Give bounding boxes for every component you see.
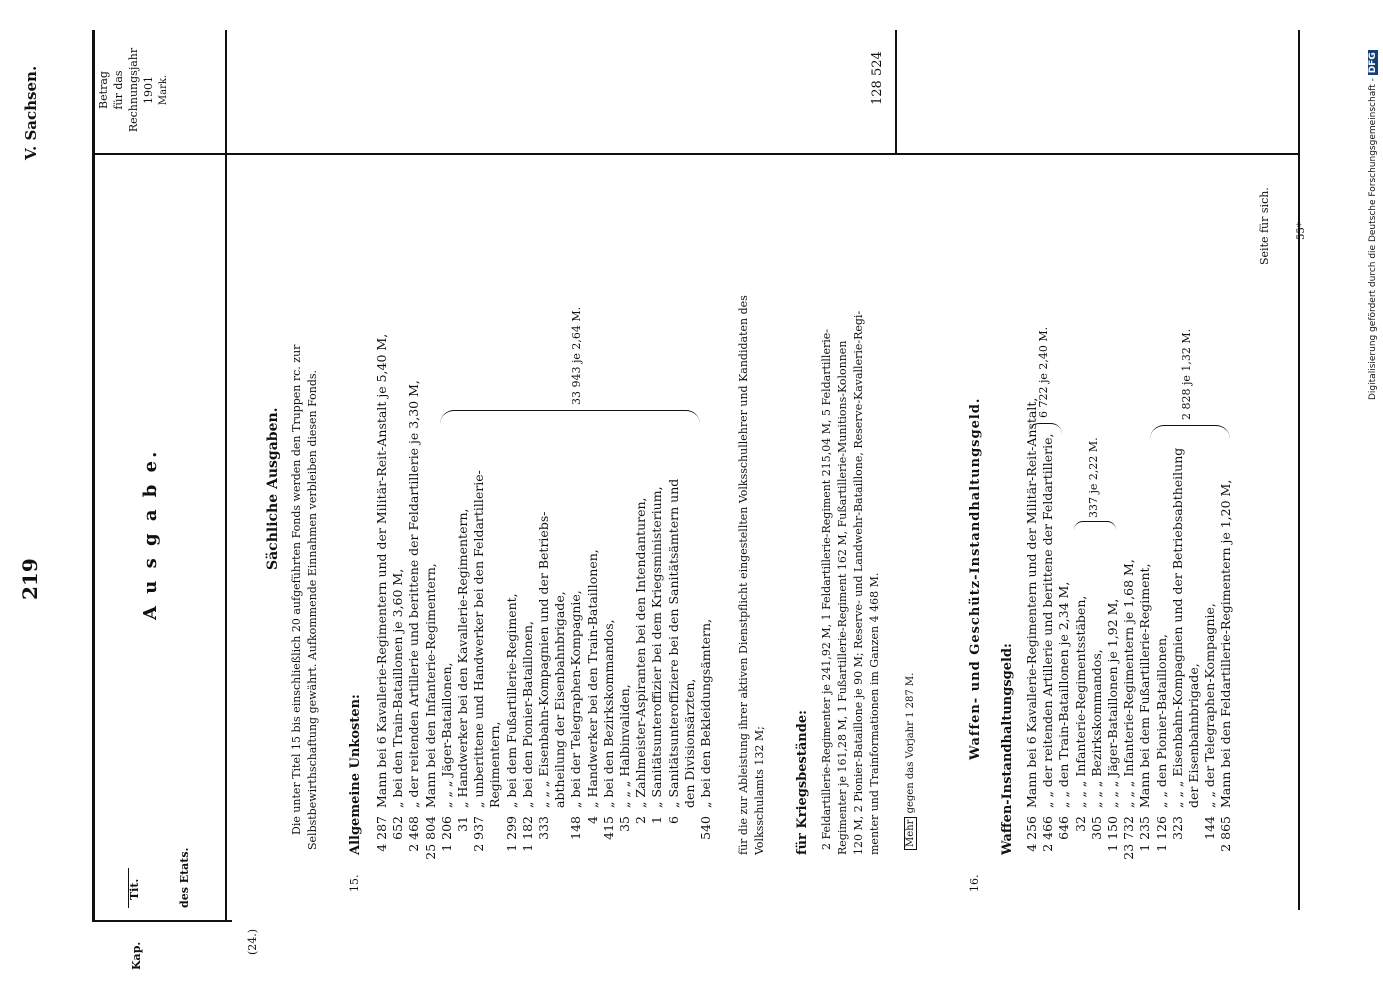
row-text: „ „ den Train-Bataillonen je 2,34 M, <box>1056 581 1072 808</box>
table-row <box>423 563 439 860</box>
kriegs-text-line: 2 Feldartillerie-Regimenter je 241,92 M, 1 Feldartillerie-Regiment 215,04 M, 5 Feldartillerie- <box>820 329 833 850</box>
table-row <box>617 684 633 860</box>
table-row <box>1218 480 1234 860</box>
row-count: 646 <box>1056 816 1072 840</box>
bottom-rule <box>1298 30 1300 910</box>
amount-header <box>96 40 171 140</box>
title-16-brace-label: 2 828 je 1,32 M. <box>1180 328 1193 420</box>
row-count: 4 287 <box>374 816 389 852</box>
kriegs-text-line: 120 M, 2 Pionier-Bataillone je 90 M; Reserve- und Landwehr-Bataillone, Reserve-Kavallerie-Regi- <box>852 310 865 855</box>
kap-number: (24.) <box>246 928 259 955</box>
row-text: „ der reitenden Artillerie und berittene der Feldartillerie je 3,30 M, <box>406 380 422 808</box>
title-15-extra-line: Volksschulamts 132 M; <box>753 726 766 855</box>
row-text: „ „ „ Jäger-Bataillonen je 1,92 M, <box>1105 598 1120 808</box>
row-text: „ Sanitätsunteroffizier bei dem Kriegsministerium, <box>649 486 665 808</box>
table-row <box>1202 603 1218 860</box>
mehr-note <box>905 673 916 850</box>
mehr-label: Mehr <box>904 817 917 850</box>
title-15-heading: Allgemeine Unkosten: <box>348 694 363 855</box>
amount-header-line: Betrag <box>97 71 110 109</box>
table-row <box>487 721 503 860</box>
row-count: 2 865 <box>1218 816 1234 852</box>
row-text: abtheilung der Eisenbahnbrigade, <box>552 591 568 808</box>
row-count: 2 937 <box>471 816 487 852</box>
row-text: „ „ „ Infanterie-Regimentern je 1,68 M, <box>1121 559 1137 808</box>
table-row <box>601 619 617 860</box>
row-count: 2 468 <box>406 816 422 852</box>
tit-header: Tit. <box>128 878 141 900</box>
page-number: 219 <box>18 558 42 600</box>
row-text: „ bei den Pionier-Bataillonen, <box>519 621 535 808</box>
row-count: 144 <box>1202 816 1218 840</box>
top-rule <box>92 30 95 920</box>
table-row <box>1073 596 1089 860</box>
table-row <box>1121 559 1137 860</box>
amount-header-line: 1901 <box>142 76 155 104</box>
row-text: „ bei der Telegraphen-Kompagnie, <box>568 590 584 808</box>
state-label: V. Sachsen. <box>22 65 40 160</box>
row-text: „ „ den Pionier-Bataillonen, <box>1153 633 1169 808</box>
table-row <box>439 662 455 860</box>
row-text: der Eisenbahnbrigade, <box>1186 663 1201 808</box>
digitization-credit <box>1368 50 1378 400</box>
row-count: 4 <box>584 816 600 824</box>
section-intro-line: Die unter Titel 15 bis einschließlich 20 aufgeführten Fonds werden den Truppen rc. zur <box>290 344 303 835</box>
row-count: 323 <box>1169 816 1185 840</box>
row-count: 2 <box>633 816 649 824</box>
row-count: 540 <box>698 816 713 840</box>
amount-column-rule <box>92 154 1298 156</box>
table-row <box>1154 634 1170 860</box>
row-text: Regimentern, <box>487 721 503 808</box>
table-row <box>649 486 665 860</box>
row-text: „ Sanitätsunteroffiziere bei den Sanitätsämtern und <box>665 478 681 808</box>
row-text: „ Handwerker bei den Train-Bataillonen, <box>584 549 600 808</box>
title-15-extra-line: für die zur Ableistung ihrer aktiven Dienstpflicht eingestellten Volksschullehrer und Kandidaten des <box>737 295 750 855</box>
row-count: 1 206 <box>438 816 454 852</box>
row-text: Mann bei dem Fußartillerie-Regiment, <box>1137 563 1153 808</box>
table-row <box>682 679 698 860</box>
column-header-rule <box>225 30 227 920</box>
section-intro-line: Selbstbewirthschaftung gewährt. Aufkommende Einnahmen verbleiben diesen Fonds. <box>306 369 319 850</box>
row-text: „ „ der reitenden Artillerie und berittene der Feldartillerie, <box>1040 433 1056 808</box>
table-row <box>504 593 520 860</box>
table-row <box>1024 398 1040 860</box>
title-15-brace-total: 33 943 je 2,64 M. <box>570 306 583 405</box>
table-row <box>552 591 568 860</box>
title-16-brace <box>1150 425 1230 440</box>
row-count: 333 <box>536 816 551 840</box>
title-15-number: 15. <box>348 874 361 892</box>
table-row <box>585 549 601 860</box>
table-row <box>520 621 536 860</box>
table-row <box>1040 433 1056 860</box>
row-text: „ „ der Telegraphen-Kompagnie, <box>1202 603 1218 808</box>
title-16-subheading: Waffen-Instandhaltungsgeld: <box>1000 643 1015 855</box>
row-text: „ „ „ Bezirkskommandos, <box>1088 649 1104 808</box>
table-row <box>536 512 552 860</box>
mehr-text: gegen das Vorjahr 1 287 M. <box>905 672 916 814</box>
row-count: 1 150 <box>1105 816 1120 852</box>
table-row <box>1137 563 1153 860</box>
amount-header-line: Rechnungsjahr <box>127 47 140 133</box>
des-etats-header: des Etats. <box>178 847 191 908</box>
row-text: „ bei den Bezirkskommandos, <box>600 619 616 808</box>
row-count: 148 <box>568 816 584 840</box>
title-16-brace-label: 6 722 je 2,40 M. <box>1037 326 1050 418</box>
row-count: 25 804 <box>422 816 438 860</box>
digitization-text: Digitalisierung gefördert durch die Deutsche Forschungsgemeinschaft - <box>1368 78 1378 400</box>
row-text: „ bei den Train-Bataillonen je 3,60 M, <box>390 568 406 808</box>
row-count: 4 256 <box>1024 816 1039 852</box>
dfg-logo: DFG <box>1368 52 1378 74</box>
row-text: „ „ „ Halbinvaliden, <box>617 684 632 808</box>
section-heading: Sächliche Ausgaben. <box>265 407 281 570</box>
amount-header-line: für das <box>112 70 125 110</box>
row-count: 31 <box>455 816 470 832</box>
title-15-amount: 128 524 <box>870 51 885 105</box>
table-row <box>455 509 471 860</box>
row-text: Mann bei den Infanterie-Regimentern, <box>422 563 438 808</box>
row-count: 2 466 <box>1040 816 1056 852</box>
row-text: Mann bei 6 Kavallerie-Regimentern und der Militär-Reit-Anstalt je 5,40 M, <box>374 333 389 808</box>
table-row <box>568 590 584 860</box>
row-text: „ Zahlmeister-Aspiranten bei den Intendanturen, <box>633 497 649 808</box>
table-row <box>1186 663 1202 860</box>
table-row <box>698 619 714 860</box>
kap-column-rule <box>92 921 232 923</box>
sheet-number: 55* <box>1296 222 1307 240</box>
title-16-heading: Waffen- und Geschütz-Instandhaltungsgeld. <box>968 397 983 760</box>
title-15-brace <box>440 410 700 425</box>
table-row <box>666 479 682 860</box>
row-text: „ unberittene und Handwerker bei den Feldartillerie- <box>471 470 487 808</box>
row-text: „ bei dem Fußartillerie-Regiment, <box>503 593 519 808</box>
row-text: „ „ „ Eisenbahn-Kompagnien und der Betriebsabtheilung <box>1169 447 1185 808</box>
row-text: „ Handwerker bei den Kavallerie-Regimentern, <box>455 508 470 808</box>
row-text: „ bei den Bekleidungsämtern, <box>698 618 713 808</box>
table-row <box>1056 582 1072 860</box>
row-text: „ „ „ Eisenbahn-Kompagnien und der Betriebs- <box>536 511 551 808</box>
kriegs-heading: für Kriegsbestände: <box>795 710 810 855</box>
table-row <box>374 334 390 860</box>
table-row <box>1170 448 1186 860</box>
row-count: 1 182 <box>519 816 535 852</box>
row-count: 23 732 <box>1121 816 1137 860</box>
row-text: den Divisionsärzten, <box>681 678 697 808</box>
kap-header: Kap. <box>130 941 143 970</box>
document-title: A u s g a b e. <box>140 448 161 620</box>
kriegs-text-line: Regimenter je 161,28 M, 1 Fußartillerie-Regiment 162 M, Fußartillerie-Munitions-Kolonnen <box>836 340 849 855</box>
row-count: 1 235 <box>1137 816 1153 852</box>
table-row <box>390 569 406 860</box>
row-count: 1 <box>649 816 665 824</box>
row-count: 35 <box>617 816 632 832</box>
row-count: 1 126 <box>1153 816 1169 852</box>
table-row <box>406 380 422 860</box>
row-text: „ „ „ Infanterie-Regimentsstäben, <box>1072 595 1088 808</box>
kriegs-text-line: menter und Trainformationen im Ganzen 4 468 M. <box>868 572 881 855</box>
row-count: 415 <box>600 816 616 840</box>
table-row <box>471 470 487 860</box>
row-text: Mann bei 6 Kavallerie-Regimentern und der Militär-Reit-Anstalt, <box>1024 397 1039 808</box>
table-row <box>633 497 649 860</box>
table-row <box>1105 599 1121 860</box>
title-16-brace <box>1074 521 1116 530</box>
row-text: Mann bei den Feldartillerie-Regimentern je 1,20 M, <box>1218 479 1234 808</box>
title-16-brace <box>1028 423 1062 434</box>
row-text: „ „ „ Jäger-Bataillonen, <box>438 662 454 808</box>
row-count: 6 <box>665 816 681 824</box>
row-count: 652 <box>390 816 406 840</box>
seite-fuer-sich: Seite für sich. <box>1258 187 1271 265</box>
title-15-amount-rule <box>895 30 897 155</box>
row-count: 32 <box>1072 816 1088 832</box>
amount-unit: Mark. <box>158 74 169 106</box>
title-16-number: 16. <box>968 874 981 892</box>
row-count: 305 <box>1088 816 1104 840</box>
row-count: 1 299 <box>503 816 519 852</box>
table-row <box>1089 649 1105 860</box>
title-16-brace-label: 337 je 2,22 M. <box>1087 437 1100 518</box>
